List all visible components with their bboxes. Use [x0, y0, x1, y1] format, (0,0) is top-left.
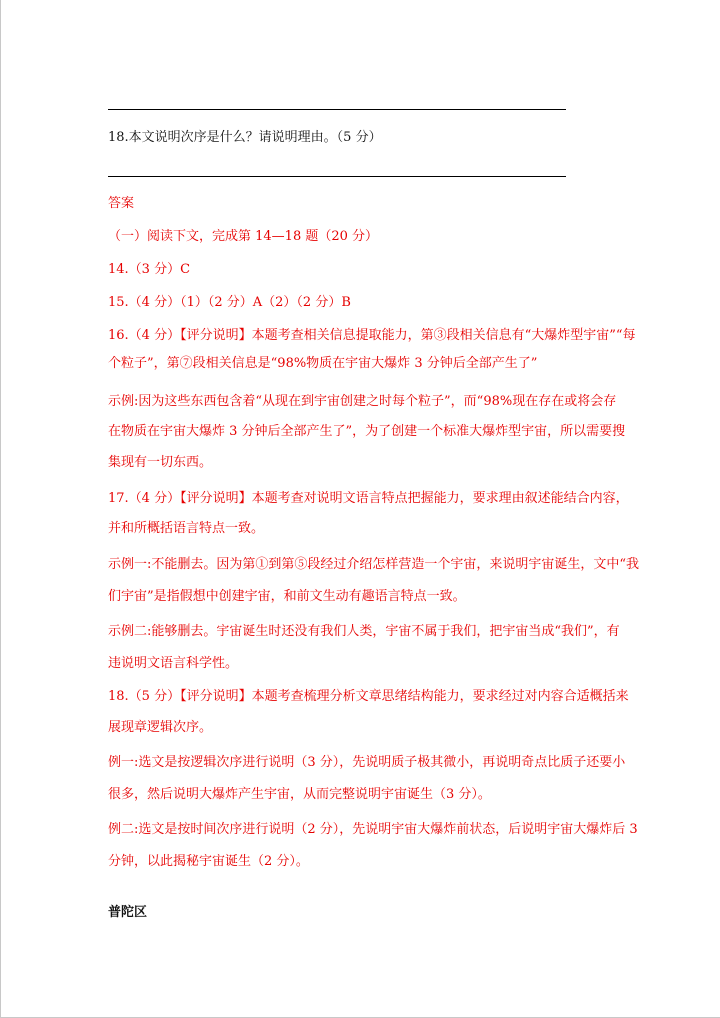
answer-line: （一）阅读下文，完成第 14—18 题（20 分） [108, 229, 379, 244]
answer-line: 集现有一切东西。 [108, 455, 213, 470]
answer-line: 示例:因为这些东西包含着“从现在到宇宙创建之时每个粒子”，而“98%现在存在或将会存 [108, 394, 617, 409]
answer-line: 15.（4 分）（1）（2 分）A（2）（2 分）B [108, 295, 351, 310]
answer-line: 18.（5 分）【评分说明】本题考查梳理分析文章思绪结构能力，要求经过对内容合适概括来 [108, 689, 629, 704]
page-border [0, 0, 1, 1018]
answer-line: 例一:选文是按逻辑次序进行说明（3 分），先说明质子极其微小，再说明奇点比质子还要小 [108, 755, 626, 770]
answer-line: 示例一:不能删去。因为第①到第⑤段经过介绍怎样营造一个宇宙，来说明宇宙诞生，文中“我 [108, 557, 640, 572]
answer-line: 很多，然后说明大爆炸产生宇宙，从而完整说明宇宙诞生（3 分）。 [108, 787, 491, 802]
answer-line: 违说明文语言科学性。 [108, 656, 239, 671]
answer-line: 在物质在宇宙大爆炸 3 分钟后全部产生了”，为了创建一个标准大爆炸型宇宙，所以需要搜 [108, 424, 626, 439]
answer-line: 并和所概括语言特点一致。 [108, 521, 265, 536]
answer-line: 们宇宙”是指假想中创建宇宙，和前文生动有趣语言特点一致。 [108, 589, 466, 604]
answer-line: 16.（4 分）【评分说明】本题考查相关信息提取能力，第③段相关信息有“大爆炸型宇宙”“每 [108, 328, 636, 343]
answer-line: 17.（4 分）【评分说明】本题考查对说明文语言特点把握能力，要求理由叙述能结合内容， [108, 491, 629, 506]
answer-line: 分钟，以此揭秘宇宙诞生（2 分）。 [108, 854, 309, 869]
answer-line: 个粒子”，第⑦段相关信息是“98%物质在宇宙大爆炸 3 分钟后全部产生了” [108, 356, 538, 371]
answer-blank-line [108, 109, 566, 110]
answer-line: 展现章逻辑次序。 [108, 720, 213, 735]
answer-line: 14.（3 分）C [108, 262, 191, 277]
question-18: 18.本文说明次序是什么？请说明理由。（5 分） [108, 130, 382, 145]
answer-heading: 答案 [108, 196, 135, 211]
answer-line: 例二:选文是按时间次序进行说明（2 分），先说明宇宙大爆炸前状态，后说明宇宙大爆炸后 3 [108, 822, 638, 837]
answer-line: 示例二:能够删去。宇宙诞生时还没有我们人类，宇宙不属于我们，把宇宙当成“我们”，有 [108, 624, 620, 639]
answer-blank-line [108, 176, 566, 177]
district-heading: 普陀区 [108, 905, 148, 920]
